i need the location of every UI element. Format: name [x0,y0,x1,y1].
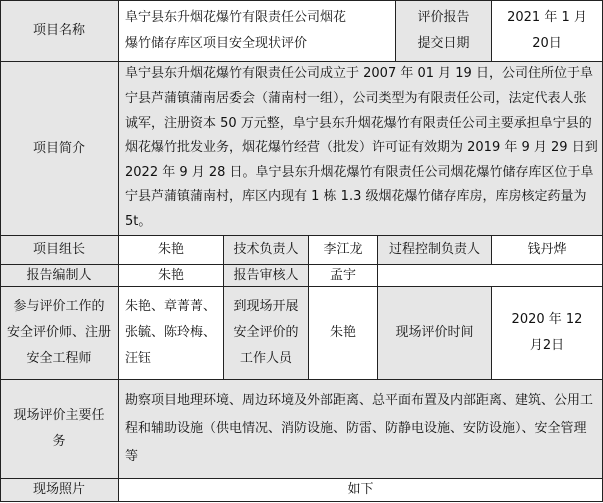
site-photos-value: 如下 [119,479,603,502]
tech-lead-label: 技术负责人 [224,236,309,265]
project-intro-text: 阜宁县东升烟花爆竹有限责任公司成立于 2007 年 01 月 19 日，公司住所位于阜宁县芦蒲镇蒲南居委会（蒲南村一组），公司类型为有限责任公司，法定代表人张诚军，注册资本 50 万元整，阜宁县东升烟花爆竹有限责任公司主要承担阜宁县的烟花爆竹批发业务，烟花爆竹经营（批发）许可证有效期为 2019 年 9 月 29 日到 2022 年 9 月 28 日。阜宁县东升烟花爆竹有限责任公司烟花爆竹储存库区位于阜宁县芦蒲镇蒲南村，库区内现有 1 栋 1.3 级烟花爆竹储存库房，库房核定药量为 5t。 [119,62,603,236]
empty-cell [378,265,603,287]
project-intro-label: 项目简介 [0,62,119,236]
onsite-tasks-label: 现场评价主要任 务 [0,380,119,479]
report-compiler-value: 朱艳 [119,265,224,287]
participating-assessors-value: 朱艳、章菁菁、 张毓、陈玲梅、 汪钰 [119,287,224,380]
project-leader-label: 项目组长 [0,236,119,265]
onsite-tasks-text: 勘察项目地理环境、周边环境及外部距离、总平面布置及内部距离、建筑、公用工程和辅助设施（供电情况、消防设施、防雷、防静电设施、安防设施）、安全管理等 [119,380,603,479]
report-submit-date-value: 2021 年 1 月 20日 [492,0,603,62]
project-name-label: 项目名称 [0,0,119,62]
onsite-evaluation-time-label: 现场评价时间 [378,287,492,380]
process-control-lead-value: 钱丹烨 [492,236,603,265]
onsite-evaluation-time-value: 2020 年 12 月2日 [492,287,603,380]
project-name-value: 阜宁县东升烟花爆竹有限责任公司烟花 爆竹储存库区项目安全现状评价 [119,0,396,62]
tech-lead-value: 李江龙 [309,236,378,265]
report-reviewer-label: 报告审核人 [224,265,309,287]
process-control-lead-label: 过程控制负责人 [378,236,492,265]
onsite-staff-value: 朱艳 [309,287,378,380]
report-compiler-label: 报告编制人 [0,265,119,287]
project-leader-value: 朱艳 [119,236,224,265]
site-photos-label: 现场照片 [0,479,119,502]
participating-assessors-label: 参与评价工作的 安全评价师、注册 安全工程师 [0,287,119,380]
report-reviewer-value: 孟宇 [309,265,378,287]
report-submit-date-label: 评价报告 提交日期 [396,0,492,62]
onsite-staff-label: 到现场开展 安全评价的 工作人员 [224,287,309,380]
